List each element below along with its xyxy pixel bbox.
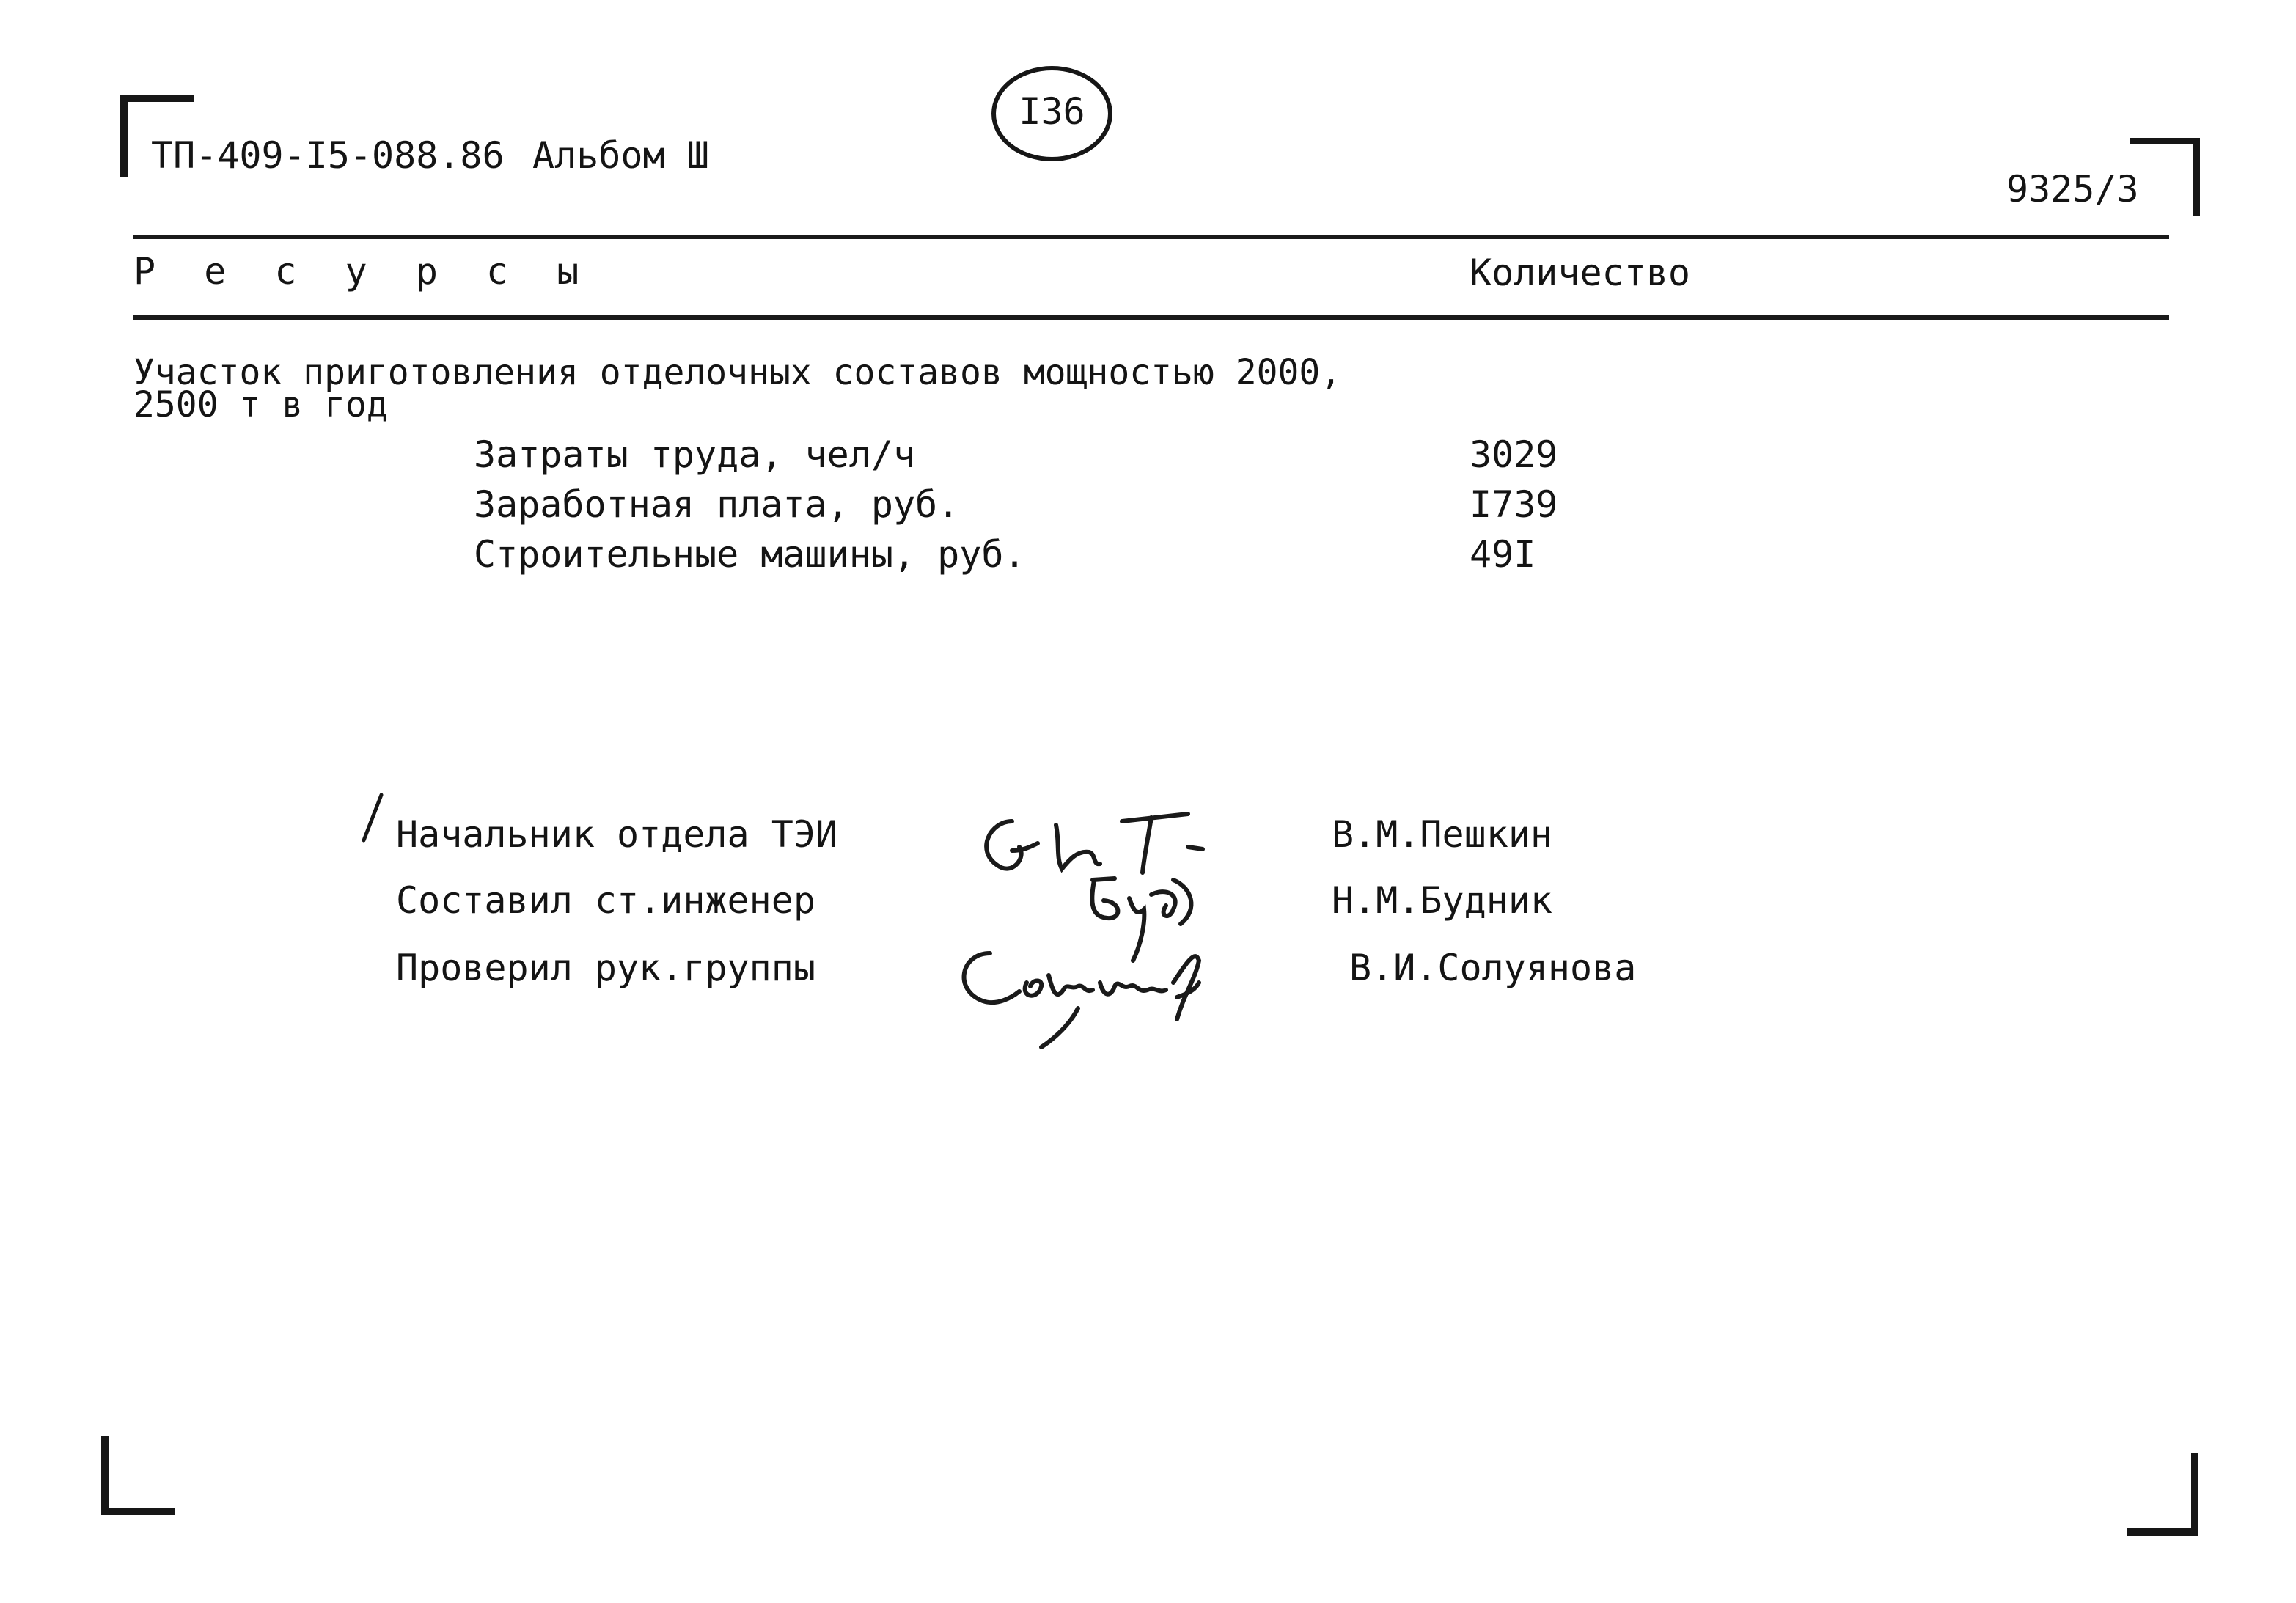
section-title-line-1: Участок приготовления отделочных составов мощностью 2000, xyxy=(133,352,1342,393)
sheet-identifier: 9325/3 xyxy=(2006,168,2139,210)
signatory-role-3: Проверил рук.группы xyxy=(396,947,815,989)
page-number: I36 xyxy=(1019,90,1085,133)
tick-mark xyxy=(359,792,389,851)
handwritten-signature-3 xyxy=(946,939,1269,1056)
column-header-resources: Р е с у р с ы xyxy=(133,250,593,293)
row-value-labor: 3029 xyxy=(1470,433,1558,476)
header-rule xyxy=(133,315,2169,320)
signatory-name-1: В.М.Пешкин xyxy=(1332,813,1553,856)
section-title-line-2: 2500 т в год xyxy=(133,384,388,425)
album-label: Альбом Ш xyxy=(532,134,709,177)
row-value-machines: 49I xyxy=(1470,533,1536,576)
top-rule xyxy=(133,235,2169,239)
row-value-wages: I739 xyxy=(1470,483,1558,526)
row-label-wages: Заработная плата, руб. xyxy=(474,483,960,526)
row-label-labor: Затраты труда, чел/ч xyxy=(474,433,916,476)
signatory-name-2: Н.М.Будник xyxy=(1332,879,1553,922)
signatory-name-3: В.И.Солуянова xyxy=(1349,947,1637,989)
signatory-role-1: Начальник отдела ТЭИ xyxy=(396,813,838,856)
document-code: ТП-409-I5-088.86 xyxy=(151,134,505,177)
column-header-quantity: Количество xyxy=(1470,252,1691,294)
signatory-role-2: Составил ст.инженер xyxy=(396,879,815,922)
row-label-machines: Строительные машины, руб. xyxy=(474,533,1026,576)
